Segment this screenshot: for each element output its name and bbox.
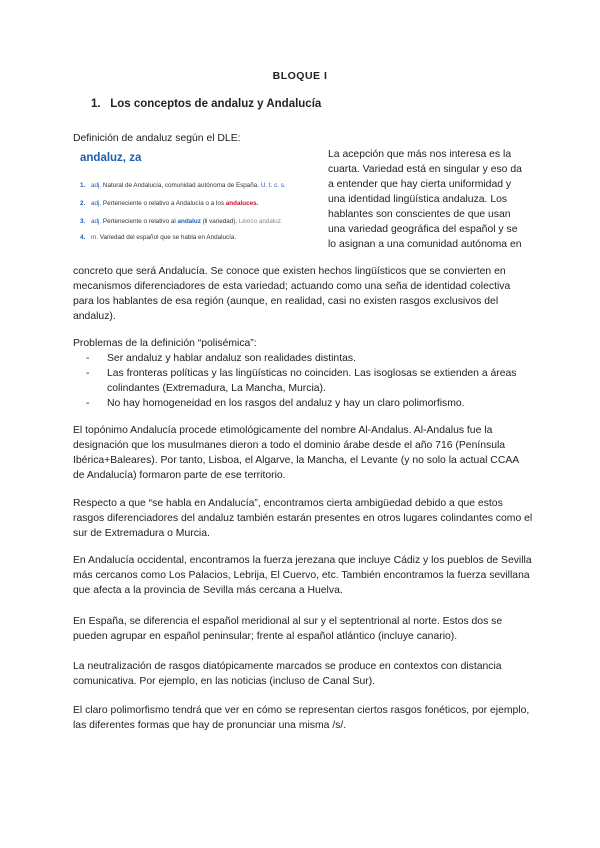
dle-item-tail: U. t. c. s. <box>260 182 286 189</box>
dle-definition-image <box>80 152 320 248</box>
dle-item-number: 4. <box>80 234 86 241</box>
list-item-text: Ser andaluz y hablar andaluz son realidades distintas. <box>107 353 356 364</box>
paragraph-spain-varieties: En España, se diferencia el español meridional al sur y el septentrional al norte. Estos dos se pueden agrupar en español peninsular; frente al español atlántico (incluye canario). <box>73 616 503 642</box>
dle-item <box>80 234 236 241</box>
list-dash: - <box>86 368 90 379</box>
dle-item-abbr: adj. <box>91 182 102 189</box>
list-item <box>86 366 536 396</box>
paragraph-polymorphism: El claro polimorfismo tendrá que ver en cómo se representan ciertos rasgos fonéticos, por ejemplo, las diferentes formas que hay de pronunciar una misma /s/. <box>73 705 530 731</box>
dle-item-number: 1. <box>80 182 86 189</box>
list-dash: - <box>86 353 90 364</box>
section-number: 1. <box>91 98 101 110</box>
dle-item-abbr: adj. <box>91 200 102 207</box>
dle-item-text: Natural de Andalucía, comunidad autónoma de España. <box>102 182 260 189</box>
dle-item-number: 2. <box>80 200 86 207</box>
dle-item-link: andaluz <box>177 218 201 225</box>
dle-item <box>80 200 258 207</box>
block-title: BLOQUE I <box>272 70 328 82</box>
dle-item-text: Variedad del español que se habla en Andalucía. <box>99 234 237 241</box>
problems-label: Problemas de la definición “polisémica”: <box>73 338 257 349</box>
dle-item-abbr: adj. <box>91 218 102 225</box>
paragraph-neutralization: La neutralización de rasgos diatópicamente marcados se produce en contextos con distancia comunicativa. Por ejemplo, en las noticias (incluso de Canal Sur). <box>73 661 502 687</box>
dle-item-highlight: andaluces. <box>225 200 259 207</box>
dle-item-number: 3. <box>80 218 86 225</box>
dle-item-abbr: m. <box>91 234 99 241</box>
list-item-text: No hay homogeneidad en los rasgos del andaluz y hay un claro polimorfismo. <box>107 398 465 409</box>
dle-headword: andaluz, za <box>80 152 142 164</box>
dle-item-text: (‖ variedad). <box>202 218 238 225</box>
paragraph-toponym: El topónimo Andalucía procede etimológicamente del nombre Al-Andalus. Al-Andalus fue la designación que los musulmanes dieron a todo el dominio árabe desde el año 716 (Península Ibérica+Baleares). Por tanto, Lisboa, el Algarve, la Mancha, el Levante (y no solo la actual CCAA de Andalucía) formaron parte de ese territorio. <box>73 425 519 481</box>
dle-item-text: Perteneciente o relativo al <box>102 218 176 225</box>
paragraph-western-andalusia: En Andalucía occidental, encontramos la fuerza jerezana que incluye Cádiz y los pueblos de Sevilla más cercanos como Los Palacios, Lebrija, El Cuervo, etc. También encontramos la fuerza sevillana que afecta a la provincia de Sevilla más cercana a Huelva. <box>73 555 532 596</box>
list-dash: - <box>86 398 90 409</box>
dle-item-example: Léxico andaluz. <box>238 218 283 225</box>
problems-list <box>86 351 536 411</box>
section-heading <box>91 98 321 110</box>
list-item <box>86 351 536 366</box>
dle-item <box>80 182 286 189</box>
right-column-paragraph: La acepción que más nos interesa es la cuarta. Variedad está en singular y eso da a entender que hay cierta uniformidad y una identidad lingüística andaluza. Los hablantes son conscientes de que usan una variedad geográfica del español y se lo asignan a una comunidad autónoma en <box>328 149 522 250</box>
intro-label: Definición de andaluz según el DLE: <box>73 133 241 144</box>
list-item <box>86 396 536 411</box>
section-title: Los conceptos de andaluz y Andalucía <box>110 98 322 110</box>
list-item-text: Las fronteras políticas y las lingüísticas no coinciden. Las isoglosas se extienden a áreas colindantes (Extremadura, La Mancha, Murcia). <box>107 368 517 394</box>
continuation-paragraph: concreto que será Andalucía. Se conoce que existen hechos lingüísticos que se convierten en mecanismos diferenciadores de esta variedad; actuando como una seña de identidad colectiva para los hablantes de esa región (aunque, en realidad, casi no existen rasgos exclusivos del andaluz). <box>73 266 511 322</box>
dle-item-text: Perteneciente o relativo a Andalucía o a los <box>102 200 225 207</box>
dle-item <box>80 218 283 225</box>
paragraph-ambiguity: Respecto a que “se habla en Andalucía”, encontramos cierta ambigüedad debido a que estos rasgos diferenciadores del andaluz también estarán presentes en otros lugares colindantes como el sur de Extremadura o Murcia. <box>73 498 533 539</box>
